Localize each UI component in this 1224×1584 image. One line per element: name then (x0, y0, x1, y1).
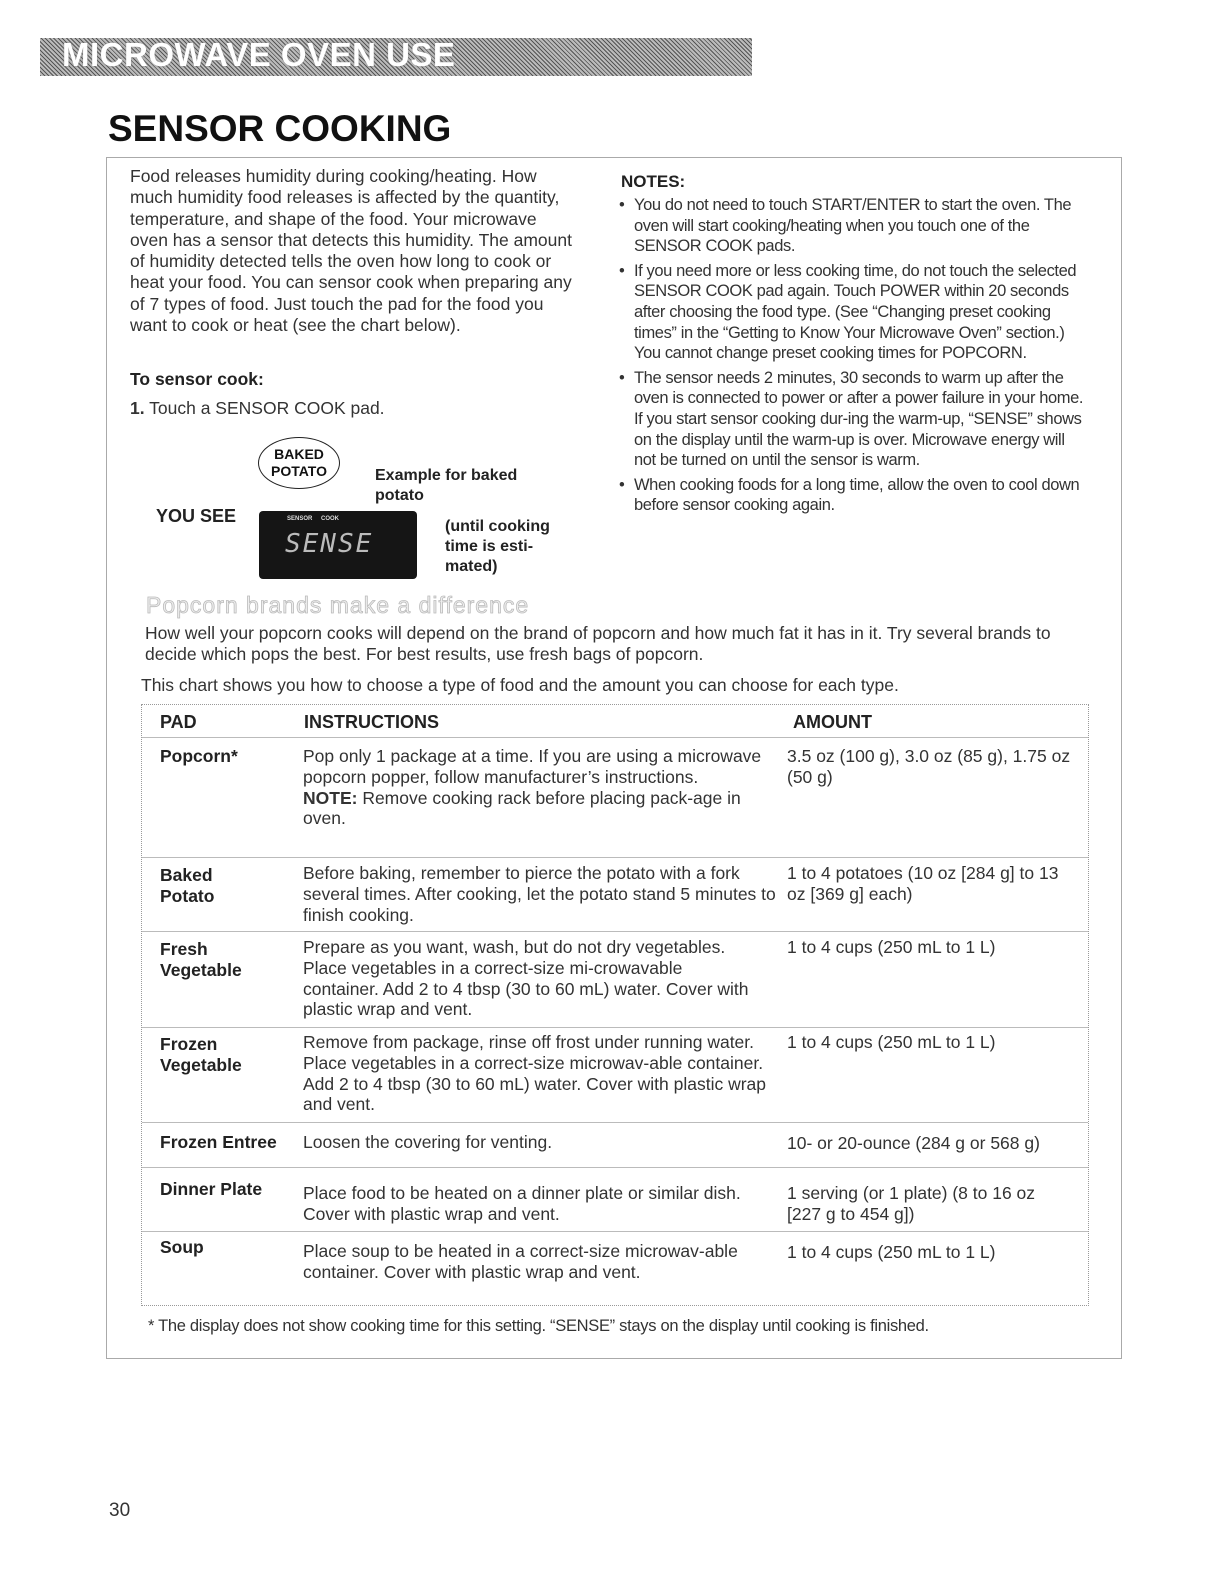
page-number: 30 (109, 1500, 131, 1521)
table-row-instructions (303, 746, 778, 829)
table-row-pad: Baked Potato (160, 865, 215, 906)
table-row-amount: 1 serving (or 1 plate) (8 to 16 oz [227 g to 454 g]) (787, 1183, 1036, 1224)
header-instructions: INSTRUCTIONS (304, 712, 439, 732)
table-row-instructions: Prepare as you want, wash, but do not dry vegetables. Place vegetables in a correct-size mi-crowavable container. Add 2 to 4 tbsp (30 to 60 mL) water. Cover with plastic wrap and vent. (303, 937, 749, 1020)
table-row-pad: Fresh Vegetable (160, 939, 242, 980)
notes-heading: NOTES: (621, 172, 686, 191)
step-text: Touch a SENSOR COOK pad. (149, 398, 385, 418)
table-row-pad: Frozen Vegetable (160, 1034, 242, 1075)
chart-intro: This chart shows you how to choose a type of food and the amount you can choose for each type. (141, 675, 899, 695)
table-row-instructions: Place food to be heated on a dinner plate or similar dish. Cover with plastic wrap and vent. (303, 1183, 741, 1224)
page-title: SENSOR COOKING (108, 108, 452, 149)
you-see-label: YOU SEE (156, 506, 237, 526)
pad-label-line2: POTATO (271, 463, 327, 479)
header-pad: PAD (160, 712, 197, 732)
note-item: • The sensor needs 2 minutes, 30 seconds to warm up after the oven is connected to power or after a power failure in your home. If you start sensor cooking dur-ing the warm-up, “SENSE” shows on the display until the warm-up is over. Microwave energy will not be turned on until the sensor is warm. (618, 368, 1088, 471)
table-row-amount: 1 to 4 cups (250 mL to 1 L) (787, 1242, 996, 1262)
table-row-instructions: Loosen the covering for venting. (303, 1132, 553, 1152)
instructions-text: Pop only 1 package at a time. If you are using a microwave popcorn popper, follow manufacturer’s instructions. (303, 746, 762, 787)
notes-list (618, 195, 1088, 520)
row-divider (142, 1027, 1088, 1028)
intro-paragraph: Food releases humidity during cooking/heating. How much humidity food releases is affected by the quantity, temperature, and shape of the food. Your microwave oven has a sensor that detects this humidity. The amount of humidity detected tells the oven how long to cook or heat your food. You can sensor cook when preparing any of 7 types of food. Just touch the pad for the food you want to cook or heat (see the chart below). (130, 166, 572, 336)
to-sensor-heading: To sensor cook: (130, 369, 264, 389)
table-row-amount: 10- or 20-ounce (284 g or 568 g) (787, 1133, 1040, 1153)
header-divider (142, 737, 1088, 738)
table-row-pad: Frozen Entree (160, 1132, 277, 1152)
note-item: • When cooking foods for a long time, allow the oven to cool down before sensor cooking again. (618, 475, 1088, 516)
section-banner (40, 38, 752, 76)
display-sensor-label: SENSOR (287, 516, 313, 522)
table-row-instructions: Place soup to be heated in a correct-size microwav-able container. Cover with plastic wrap and vent. (303, 1241, 738, 1282)
table-footnote: * The display does not show cooking time for this setting. “SENSE” stays on the display until cooking is finished. (148, 1317, 929, 1335)
row-divider (142, 1122, 1088, 1123)
row-divider (142, 1167, 1088, 1168)
oven-display (259, 511, 417, 579)
note-item: • You do not need to touch START/ENTER to start the oven. The oven will start cooking/heating when you touch one of the SENSOR COOK pads. (618, 195, 1088, 257)
popcorn-subheading: Popcorn brands make a difference (146, 592, 530, 618)
display-cook-label: COOK (321, 516, 339, 522)
pad-label-line1: BAKED (274, 446, 324, 462)
table-row-amount: 1 to 4 cups (250 mL to 1 L) (787, 1032, 996, 1052)
until-caption: (until cooking time is esti-mated) (445, 518, 550, 575)
table-row-pad: Popcorn* (160, 746, 238, 766)
row-divider (142, 1231, 1088, 1232)
row-divider (142, 857, 1088, 858)
table-row-amount: 3.5 oz (100 g), 3.0 oz (85 g), 1.75 oz (50 g) (787, 746, 1071, 787)
popcorn-paragraph: How well your popcorn cooks will depend on the brand of popcorn and how much fat it has in it. Try several brands to decide which pops the best. For best results, use fresh bags of popcorn. (145, 623, 1051, 664)
example-caption: Example for baked potato (375, 467, 518, 504)
step-1 (130, 398, 385, 419)
header-amount: AMOUNT (793, 712, 872, 732)
section-banner-label: MICROWAVE OVEN USE (62, 36, 456, 73)
note-text: Remove cooking rack before placing pack-age in oven. (303, 787, 741, 829)
table-row-pad: Dinner Plate (160, 1179, 263, 1199)
note-item: • If you need more or less cooking time, do not touch the selected SENSOR COOK pad again. Touch POWER within 20 seconds after choosing the food type. (See “Changing preset cooking times” in the “Getting to Know Your Microwave Oven” section.) You cannot change preset cooking times for POPCORN. (618, 261, 1088, 364)
table-row-amount: 1 to 4 potatoes (10 oz [284 g] to 13 oz [369 g] each) (787, 863, 1059, 904)
table-row-pad: Soup (160, 1237, 204, 1257)
table-row-instructions: Remove from package, rinse off frost under running water. Place vegetables in a correct-size microwav-able container. Add 2 to 4 tbsp (30 to 60 mL) water. Cover with plastic wrap and vent. (303, 1032, 766, 1115)
table-row-instructions: Before baking, remember to pierce the potato with a fork several times. After cooking, let the potato stand 5 minutes to finish cooking. (303, 863, 776, 925)
step-number: 1. (130, 398, 145, 418)
baked-potato-pad-icon (258, 437, 340, 489)
table-row-amount: 1 to 4 cups (250 mL to 1 L) (787, 937, 996, 957)
note-label: NOTE: (303, 787, 358, 808)
display-readout: SENSE (285, 529, 374, 559)
row-divider (142, 931, 1088, 932)
